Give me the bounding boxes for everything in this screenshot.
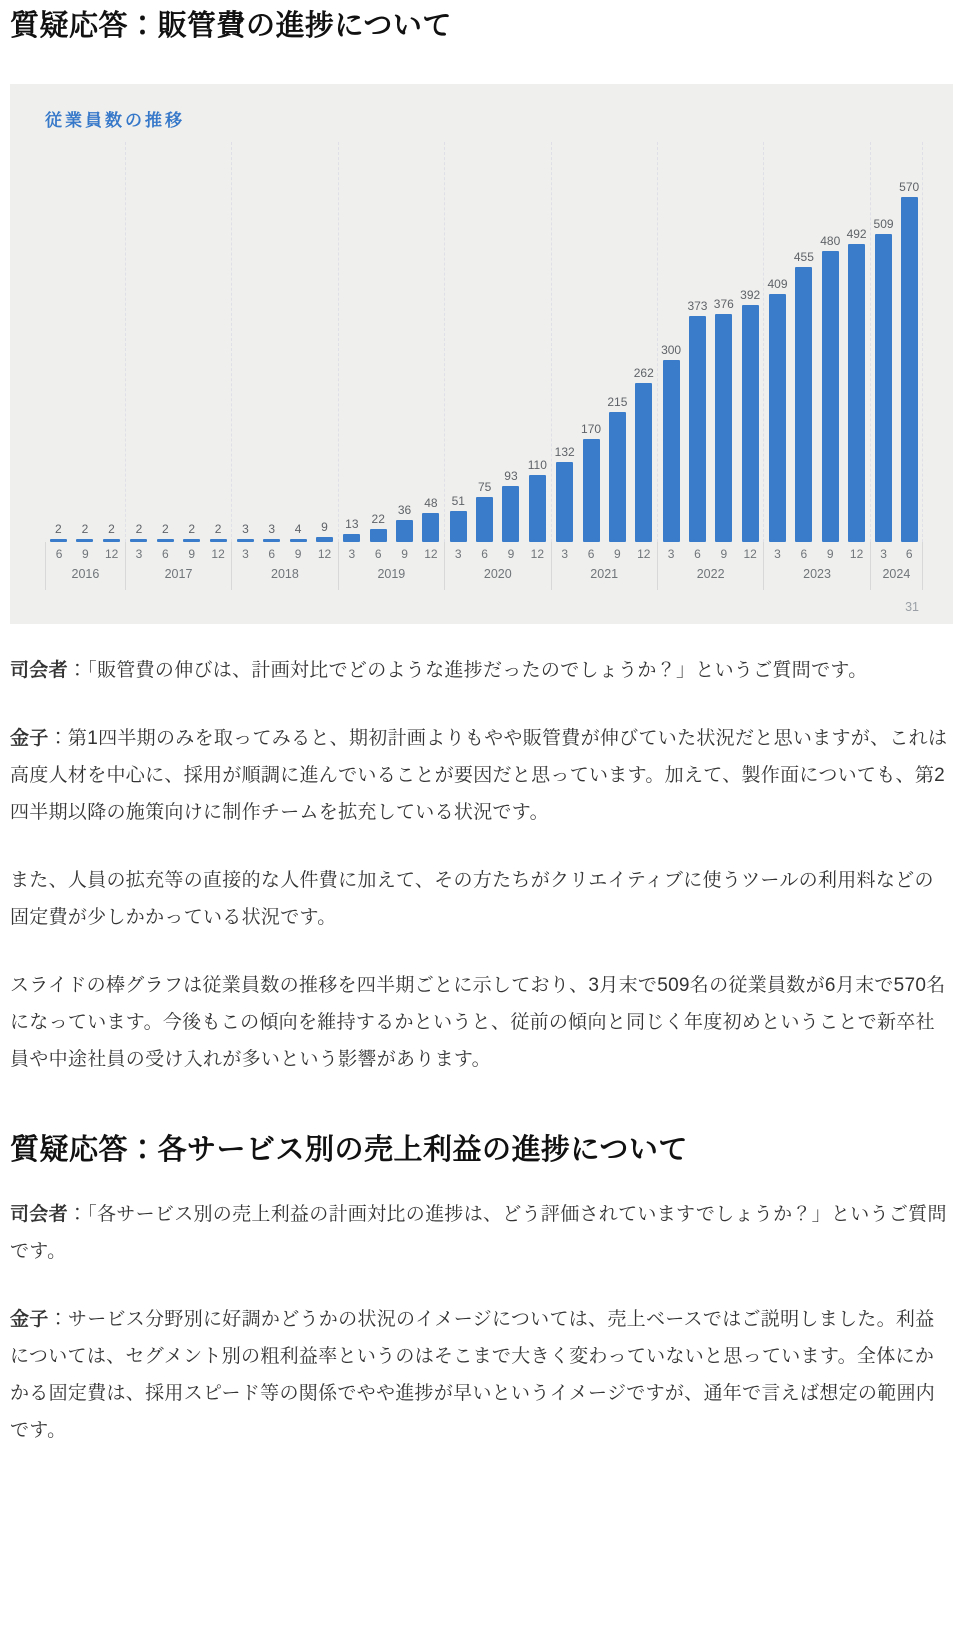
- month-label: 12: [211, 547, 225, 562]
- bar-2021-9: [609, 412, 626, 542]
- bar-value-label: 9: [321, 519, 328, 534]
- month-labels-row: [339, 542, 444, 567]
- month-label: 9: [82, 547, 89, 562]
- bar-slot-2019-12: [418, 496, 444, 542]
- month-label: 3: [242, 547, 249, 562]
- bar-value-label: 3: [268, 521, 276, 536]
- bars-row-2018: [231, 142, 337, 542]
- bars-row-2019: [338, 142, 444, 542]
- bar-slot-2018-6: [259, 522, 285, 542]
- paragraph-q2-moderator: [10, 1196, 953, 1270]
- bar-value-label: 51: [451, 493, 465, 508]
- month-label: 3: [454, 547, 462, 562]
- bar-2022-12: [742, 305, 759, 542]
- month-label: 12: [637, 547, 651, 562]
- month-label: 9: [614, 547, 621, 562]
- bars-row-2020: [444, 142, 550, 542]
- bar-value-label: 376: [713, 296, 734, 311]
- bar-value-label: 13: [345, 516, 359, 531]
- bar-slot-2021-3: [552, 445, 578, 542]
- bar-value-label: 2: [135, 521, 143, 536]
- bar-value-label: 509: [873, 216, 894, 231]
- bar-slot-2020-12: [524, 458, 550, 542]
- bar-value-label: 22: [371, 511, 385, 526]
- bar-2019-12: [422, 513, 439, 542]
- axis-band-2018: [231, 542, 337, 590]
- axis-band-2016: [45, 542, 125, 590]
- bar-2020-9: [502, 486, 519, 542]
- bar-value-label: 570: [899, 179, 920, 194]
- month-label: 9: [294, 547, 302, 562]
- bars-row-2017: [125, 142, 231, 542]
- year-label: 2024: [882, 566, 911, 581]
- bar-2023-3: [769, 294, 786, 542]
- bar-2022-6: [689, 316, 706, 542]
- bars-row-2024: [870, 142, 923, 542]
- year-label: 2021: [590, 566, 619, 581]
- month-label: 6: [268, 547, 276, 562]
- axis-band-2021: [551, 542, 657, 590]
- year-group-2020: [444, 142, 550, 590]
- axis-band-2017: [125, 542, 231, 590]
- month-label: 12: [104, 547, 119, 562]
- bar-slot-2019-3: [339, 517, 365, 542]
- month-label: 9: [507, 547, 515, 562]
- month-label: 3: [135, 547, 143, 562]
- month-label: 6: [55, 547, 63, 562]
- paragraph-text: ：第1四半期のみを取ってみると、期初計画よりもやや販管費が伸びていた状況だと思いますが、これは高度人材を中心に、採用が順調に進んでいることが要因だと思っています。加えて、製作面についても、第2四半期以降の施策向けに制作チームを拡充している状況です。: [10, 727, 948, 823]
- bars-row-2023: [763, 142, 869, 542]
- bar-value-label: 2: [108, 521, 115, 536]
- bar-2021-3: [556, 462, 573, 542]
- month-label: 12: [424, 547, 438, 562]
- bar-value-label: 492: [846, 226, 867, 241]
- bar-value-label: 262: [633, 365, 654, 380]
- bar-2020-6: [476, 497, 493, 542]
- paragraph-q1-moderator: [10, 652, 953, 689]
- bar-2022-3: [663, 360, 680, 542]
- bar-value-label: 215: [607, 394, 628, 409]
- month-label: 9: [720, 547, 728, 562]
- bar-2020-12: [529, 475, 546, 542]
- month-labels-row: [126, 542, 231, 567]
- chart-title: 従業員数の推移: [45, 110, 185, 130]
- month-label: 6: [800, 547, 808, 562]
- bar-slot-2023-3: [764, 277, 790, 542]
- year-label: 2016: [71, 566, 100, 581]
- bar-value-label: 373: [687, 298, 708, 313]
- year-group-2021: [551, 142, 657, 590]
- bar-2021-6: [583, 439, 600, 542]
- bar-value-label: 4: [294, 521, 302, 536]
- bar-slot-2021-9: [604, 395, 630, 542]
- bar-2019-3: [343, 534, 360, 542]
- month-labels-row: [232, 542, 337, 567]
- bar-slot-2018-12: [311, 520, 337, 542]
- axis-band-2020: [444, 542, 550, 590]
- bar-slot-2018-9: [285, 522, 311, 542]
- employee-count-chart-slide: [10, 84, 953, 624]
- bar-2020-3: [450, 511, 467, 542]
- bar-value-label: 48: [424, 495, 438, 510]
- bar-value-label: 392: [740, 287, 761, 302]
- bars-row-2016: [45, 142, 125, 542]
- year-group-2024: [870, 142, 923, 590]
- bar-value-label: 132: [554, 444, 575, 459]
- paragraph-q1-answer-1: [10, 720, 953, 831]
- bar-slot-2020-6: [471, 480, 497, 542]
- paragraph-q2-answer: [10, 1301, 953, 1449]
- speaker-name-moderator: 司会者: [10, 659, 68, 681]
- bar-slot-2024-6: [896, 180, 922, 542]
- bar-slot-2022-9: [711, 297, 737, 542]
- month-labels-row: [445, 542, 550, 567]
- month-label: 3: [561, 547, 569, 562]
- bar-slot-2017-6: [152, 522, 178, 542]
- month-label: 6: [374, 547, 382, 562]
- bar-value-label: 170: [581, 421, 602, 436]
- bars-row-2021: [551, 142, 657, 542]
- month-labels-row: [871, 542, 922, 567]
- bar-slot-2022-6: [684, 299, 710, 542]
- paragraph-text: ：サービス分野別に好調かどうかの状況のイメージについては、売上ベースではご説明しました。利益については、セグメント別の粗利益率というのはそこまで大きく変わっていないと思っています。全体にかかる固定費は、採用スピード等の関係でやや進捗が早いというイメージですが、通年で言えば想定の範囲内です。: [10, 1308, 936, 1442]
- month-label: 3: [348, 547, 356, 562]
- year-group-2017: [125, 142, 231, 590]
- month-labels-row: [658, 542, 763, 567]
- section-title-q2: 質疑応答：各サービス別の売上利益の進捗について: [10, 1134, 688, 1167]
- axis-band-2024: [870, 542, 923, 590]
- bar-value-label: 455: [793, 249, 814, 264]
- year-label: 2017: [164, 566, 193, 581]
- speaker-name-kaneko: 金子: [10, 727, 49, 749]
- year-group-2022: [657, 142, 763, 590]
- month-label: 6: [162, 547, 169, 562]
- bar-slot-2021-12: [631, 366, 657, 542]
- month-label: 12: [743, 547, 757, 562]
- bar-value-label: 2: [188, 521, 196, 536]
- year-label: 2018: [271, 566, 299, 581]
- axis-band-2022: [657, 542, 763, 590]
- bar-value-label: 36: [397, 502, 412, 517]
- bar-value-label: 75: [477, 479, 492, 494]
- bar-slot-2016-9: [72, 522, 99, 542]
- bar-slot-2017-9: [179, 522, 205, 542]
- year-group-2023: [763, 142, 869, 590]
- bar-2022-9: [715, 314, 732, 542]
- month-label: 12: [849, 547, 864, 562]
- bar-slot-2017-12: [205, 522, 231, 542]
- bar-value-label: 2: [214, 521, 222, 536]
- bar-2023-9: [822, 251, 839, 542]
- bar-2019-9: [396, 520, 413, 542]
- year-label: 2020: [483, 566, 512, 581]
- axis-band-2019: [338, 542, 444, 590]
- bar-value-label: 480: [820, 233, 841, 248]
- bar-2024-6: [901, 197, 918, 542]
- bar-2019-6: [370, 529, 387, 542]
- month-label: 9: [188, 547, 196, 562]
- bars-row-2022: [657, 142, 763, 542]
- paragraph-q1-answer-2: [10, 862, 953, 936]
- paragraph-text: また、人員の拡充等の直接的な人件費に加えて、その方たちがクリエイティブに使うツールの利用料などの固定費が少しかかっている状況です。: [10, 869, 934, 928]
- year-group-2018: [231, 142, 337, 590]
- bar-slot-2024-3: [871, 217, 897, 542]
- slide-page-number: 31: [905, 599, 919, 614]
- month-labels-row: [46, 542, 125, 567]
- month-label: 6: [587, 547, 595, 562]
- bar-slot-2019-6: [365, 512, 391, 542]
- year-label: 2022: [696, 566, 725, 581]
- month-label: 12: [530, 547, 545, 562]
- bar-value-label: 409: [767, 276, 788, 291]
- bar-slot-2023-12: [843, 227, 869, 542]
- bar-slot-2016-12: [98, 522, 125, 542]
- bar-slot-2016-6: [45, 522, 72, 542]
- bar-slot-2019-9: [391, 503, 417, 542]
- bar-slot-2022-3: [658, 343, 684, 542]
- speaker-name-kaneko: 金子: [10, 1308, 49, 1330]
- bar-slot-2017-3: [126, 522, 152, 542]
- bar-2021-12: [635, 383, 652, 542]
- bar-2023-12: [848, 244, 865, 542]
- bar-2023-6: [795, 267, 812, 542]
- bar-value-label: 300: [661, 342, 682, 357]
- paragraph-text: ：「各サービス別の売上利益の計画対比の進捗は、どう評価されていますでしょうか？」というご質問です。: [10, 1203, 947, 1262]
- bar-slot-2023-9: [817, 234, 843, 542]
- bar-value-label: 2: [162, 521, 169, 536]
- month-label: 12: [317, 547, 332, 562]
- month-label: 3: [667, 547, 675, 562]
- paragraph-q1-answer-3: [10, 967, 953, 1078]
- month-label: 6: [694, 547, 701, 562]
- bar-value-label: 2: [54, 521, 62, 536]
- month-labels-row: [552, 542, 657, 567]
- bar-slot-2018-3: [232, 522, 258, 542]
- month-label: 9: [401, 547, 408, 562]
- month-label: 3: [880, 547, 887, 562]
- year-group-2016: [45, 142, 125, 590]
- bar-slot-2020-3: [445, 494, 471, 542]
- month-label: 6: [481, 547, 488, 562]
- bar-slot-2021-6: [578, 422, 604, 542]
- month-label: 6: [905, 547, 913, 562]
- bar-value-label: 2: [81, 521, 89, 536]
- speaker-name-moderator: 司会者: [10, 1203, 68, 1225]
- bar-2024-3: [875, 234, 892, 542]
- month-label: 3: [774, 547, 781, 562]
- axis-band-2023: [763, 542, 869, 590]
- year-label: 2023: [803, 566, 831, 581]
- paragraph-text: スライドの棒グラフは従業員数の推移を四半期ごとに示しており、3月末で509名の従業員数が6月末で570名になっています。今後もこの傾向を維持するかというと、従前の傾向と同じく年度初めということで新卒社員や中途社員の受け入れが多いという影響があります。: [10, 974, 946, 1071]
- page-title: 質疑応答：販管費の進捗について: [10, 10, 452, 42]
- bar-slot-2023-6: [791, 250, 817, 542]
- bar-slot-2022-12: [737, 288, 763, 542]
- bar-value-label: 110: [527, 457, 547, 472]
- bar-value-label: 3: [242, 521, 249, 536]
- bar-slot-2020-9: [498, 469, 524, 542]
- month-label: 9: [826, 547, 834, 562]
- paragraph-text: ：「販管費の伸びは、計画対比でどのような進捗だったのでしょうか？」というご質問です。: [67, 659, 868, 681]
- month-labels-row: [764, 542, 869, 567]
- chart-plot-area: [45, 142, 923, 590]
- year-group-2019: [338, 142, 444, 590]
- bar-value-label: 93: [504, 468, 518, 483]
- year-label: 2019: [377, 566, 406, 581]
